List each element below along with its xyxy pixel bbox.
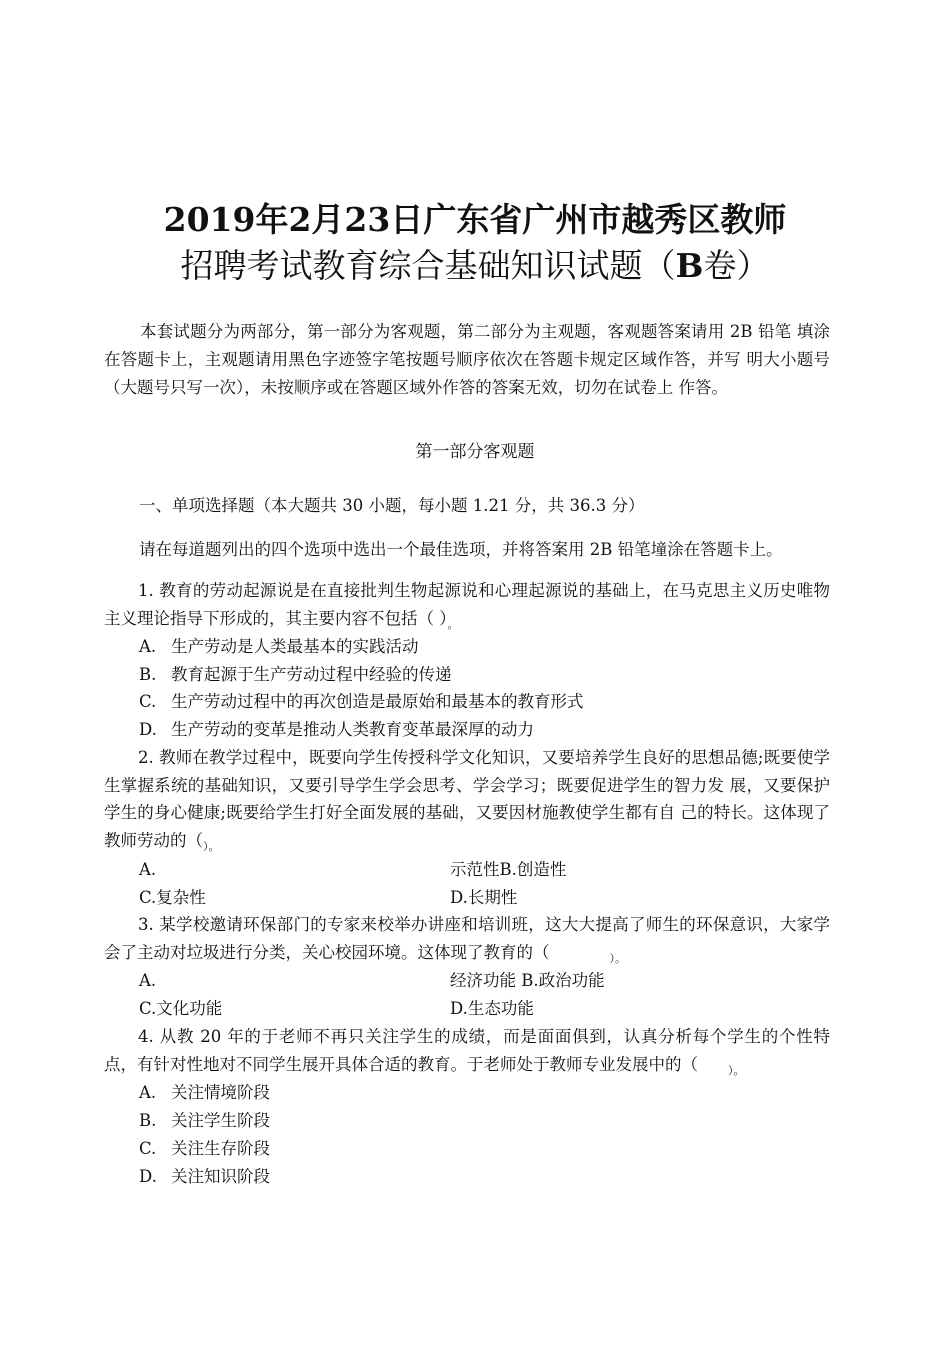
title-line2-prefix: 招聘考试教育综合基础知识试题（	[180, 246, 676, 285]
option-text: 生产劳动是人类最基本的实践活动	[171, 637, 419, 656]
option-letter: C.	[139, 1139, 157, 1158]
question-3-option-a-rest: 经济功能 B.政治功能	[450, 971, 605, 990]
option-text: 关注生存阶段	[171, 1139, 270, 1158]
option-letter: D.	[139, 1167, 157, 1186]
question-4-option-c	[139, 1135, 270, 1163]
section-heading: 一、单项选择题（本大题共 30 小题，每小题 1.21 分，共 36.3 分）	[139, 496, 645, 515]
question-4-option-b	[139, 1107, 270, 1135]
question-2-option-c: C.复杂性	[139, 888, 206, 907]
exam-title-line2	[0, 243, 950, 289]
question-4-option-a	[139, 1079, 270, 1107]
option-text: 生产劳动过程中的再次创造是最原始和最基本的教育形式	[171, 692, 584, 711]
option-letter: A.	[139, 1083, 157, 1102]
option-text: 关注情境阶段	[171, 1083, 270, 1102]
question-1-option-b	[139, 661, 452, 689]
section-instruction: 请在每道题列出的四个选项中选出一个最佳选项，并将答案用 2B 铅笔墥涂在答题卡上。	[139, 540, 783, 559]
question-4-text: 4. 从教 20 年的于老师不再只关注学生的成绩，而是面面俱到，认真分析每个学生的个性特点，有针对性地对不同学生展开具体合适的教育。于老师处于教师专业发展中的（	[104, 1027, 830, 1074]
question-3-end: ）。	[609, 951, 626, 965]
question-1-option-c	[139, 688, 584, 716]
question-2-option-a-rest: 示范性B.创造性	[450, 860, 567, 879]
question-1-stem	[104, 577, 830, 638]
question-2-end: ）。	[203, 839, 220, 853]
option-letter: B.	[139, 665, 157, 684]
question-3-stem	[104, 911, 830, 972]
question-1-end: 。	[447, 617, 459, 631]
option-text: 生产劳动的变革是推动人类教育变革最深厚的动力	[171, 720, 534, 739]
exam-instructions: 本套试题分为两部分，第一部分为客观题，第二部分为主观题，客观题答案请用 2B 铅笔 填涂在答题卡上，主观题请用黑色字迹签字笔按题号顺序依次在答题卡规定区域作答，并写 明大小题号（大题号只写一次），未按顺序或在答题区域外作答的答案无效，切勿在试卷上 作答。	[104, 322, 830, 397]
question-3-option-d: D.生态功能	[450, 999, 534, 1018]
question-4-option-d	[139, 1163, 270, 1191]
question-2-option-a: A.	[139, 860, 157, 879]
option-text: 关注知识阶段	[171, 1167, 270, 1186]
question-2-option-d: D.长期性	[450, 888, 518, 907]
question-3-text: 3. 某学校邀请环保部门的专家来校举办讲座和培训班，这大大提高了师生的环保意识，大家学会了主动对垃圾进行分类，关心校园环境。这体现了教育的（	[104, 915, 830, 962]
question-1-option-d	[139, 716, 534, 744]
part-heading: 第一部分客观题	[415, 442, 535, 462]
question-2-text: 2. 教师在教学过程中，既要向学生传授科学文化知识，又要培养学生良好的思想品德;既要使学生掌握系统的基础知识，又要引导学生学会思考、学会学习；既要促进学生的智力发 展，又要保护学生的身心健康;既要给学生打好全面发展的基础，又要因材施教使学生都有自 己的特长。这体现了教师劳动的（	[104, 748, 830, 850]
option-letter: D.	[139, 720, 157, 739]
option-text: 关注学生阶段	[171, 1111, 270, 1130]
exam-title-line1: 2019年2月23日广东省广州市越秀区教师	[163, 200, 787, 239]
title-line2-bold: B	[675, 246, 704, 285]
question-1-text: 1. 教育的劳动起源说是在直接批判生物起源说和心理起源说的基础上，在马克思主义历史唯物主义理论指导下形成的，其主要内容不包括（ ）	[104, 581, 830, 628]
question-2-stem	[104, 744, 830, 860]
question-3-option-a: A.	[139, 971, 157, 990]
question-1-option-a	[139, 633, 419, 661]
question-3-option-c: C.文化功能	[139, 999, 223, 1018]
question-4-stem	[104, 1023, 830, 1084]
option-letter: C.	[139, 692, 157, 711]
question-4-end: ）。	[728, 1063, 745, 1077]
title-line2-suffix: 卷）	[703, 246, 770, 285]
option-letter: A.	[139, 637, 157, 656]
option-text: 教育起源于生产劳动过程中经验的传递	[171, 665, 452, 684]
option-letter: B.	[139, 1111, 157, 1130]
